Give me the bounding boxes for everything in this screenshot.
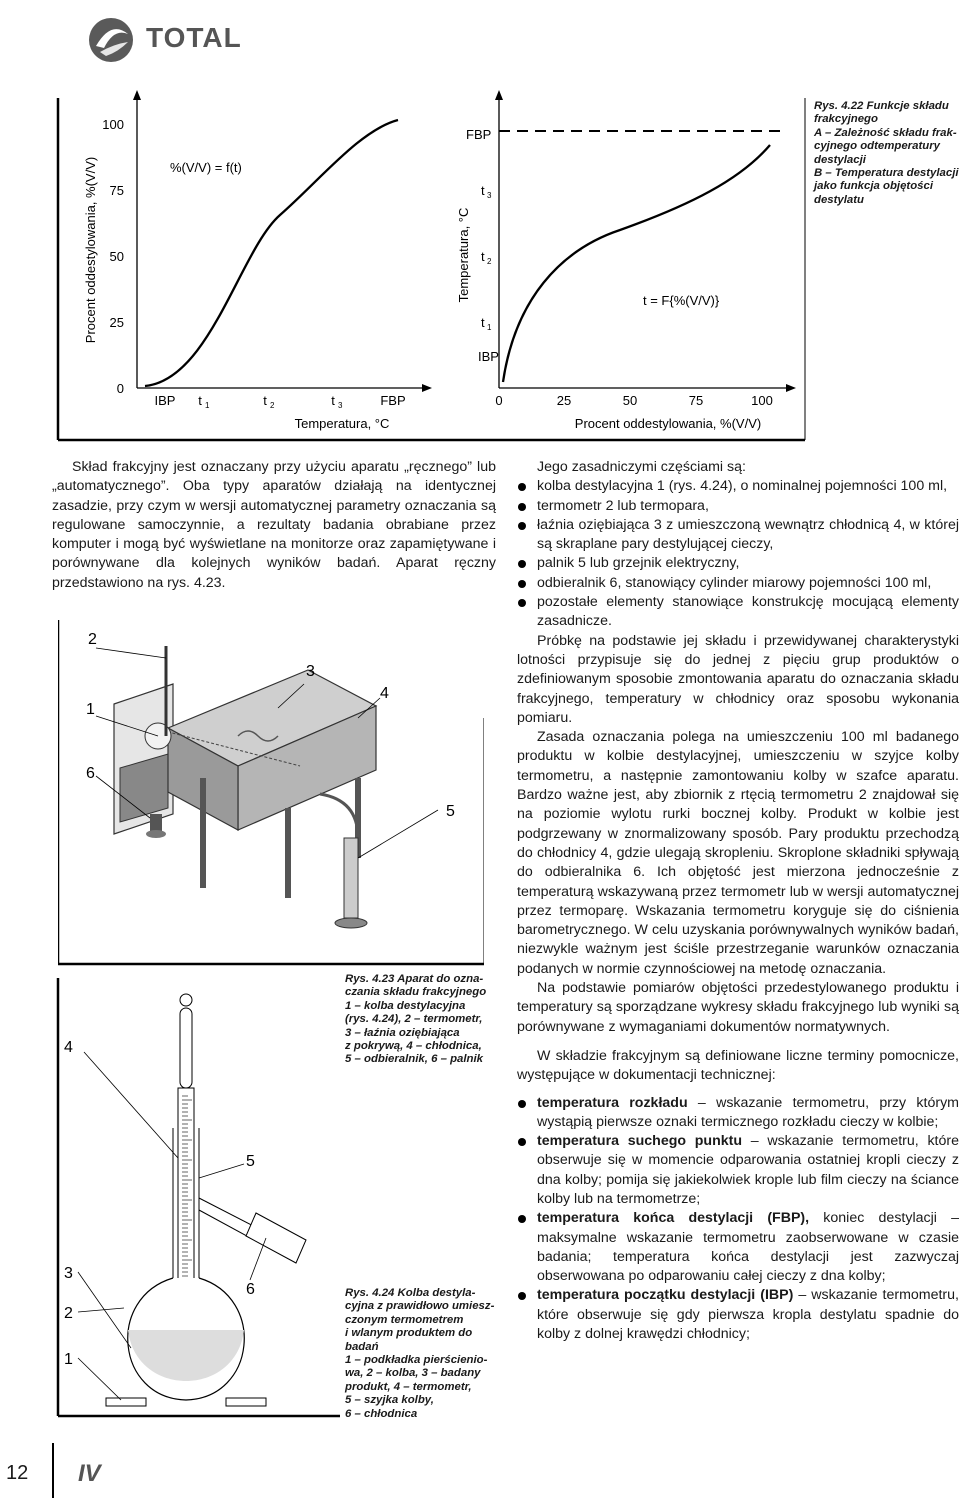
terms-list — [517, 1094, 959, 1345]
term-list-item — [517, 1132, 959, 1209]
caption-line: 5 – szyjka kolby, — [345, 1394, 434, 1407]
caption-line: 1 – podkładka pierścienio- — [345, 1354, 488, 1367]
page-number: 12 — [6, 1462, 29, 1484]
term-definition: koniec destylacji – maksymalne wskazanie termometru zaobserwowane w czasie badania; temperatura końca destylacji jest zazwyczaj obserwowana po odparowaniu całej cieczy z dna kolby; — [537, 1210, 959, 1285]
caption-line: destylacji — [814, 153, 866, 166]
chart-a-x-tick-subscript: 3 — [338, 401, 343, 410]
parts-intro: Jego zasadniczymi częściami są: — [537, 459, 746, 475]
term-list-item — [517, 1209, 959, 1286]
figure-4-23-callout-number: 6 — [86, 765, 95, 782]
figure-4-23-apparatus — [58, 618, 484, 968]
term-name: temperatura suchego punktu — [537, 1133, 743, 1150]
paragraph-sample-group: Próbkę na podstawie jej składu i przewidywanej charakterystyki lotności przypisuje się do jednej z pięciu grup produktów o zdefiniowanym sposobie zmontowania aparatu do oznaczania składu frakcyjnego, temperatury w chłodnicy oraz sposobu wykonania pomiaru. — [517, 632, 959, 726]
term-definition: – wskazanie termometru, które obserwuje się gdy pierwsza kropla destylatu spadnie do kolby z dolnej krawędzi chłodnicy; — [537, 1287, 959, 1343]
term-name: temperatura rozkładu — [537, 1094, 688, 1111]
chapter-mark: IV — [78, 1460, 101, 1487]
figure-4-22-caption — [814, 100, 960, 207]
chart-a-y-tick-label: 0 — [116, 381, 124, 396]
caption-line: jako funkcja objętości — [814, 180, 934, 193]
chart-b-curve — [503, 145, 770, 382]
chart-b-y-tick-subscript: 1 — [487, 323, 492, 332]
chart-a-formula: %(V/V) = f(t) — [170, 160, 242, 175]
caption-line: Rys. 4.22 Funkcje składu — [814, 100, 949, 112]
chart-a-y-axis-label: Procent oddestylowania, %(V/V) — [83, 156, 98, 344]
figure-4-24-callout-number: 4 — [64, 1039, 73, 1056]
chart-b-y-tick-label: t — [481, 183, 485, 198]
chart-a-x-tick-label: t — [331, 393, 335, 408]
figure-4-24-callout-number: 6 — [246, 1281, 255, 1298]
caption-line: (rys. 4.24), 2 – termometr, — [345, 1013, 483, 1026]
chart-b-y-tick-label: t — [481, 249, 485, 264]
figure-4-24-callout-number: 3 — [64, 1265, 73, 1282]
right-column — [517, 458, 959, 1344]
chart-b-y-tick-subscript: 2 — [487, 257, 492, 266]
caption-line: wa, 2 – kolba, 3 – badany — [345, 1367, 481, 1380]
figure-4-23-callout-number: 3 — [306, 663, 315, 680]
chart-b-x-axis-label: Procent oddestylowania, %(V/V) — [574, 416, 762, 431]
term-definition: – wskazanie termometru, przy którym wystąpią pierwsze oznaki termicznego rozkładu cieczy w kolbie; — [537, 1094, 959, 1130]
caption-line: cyjna z prawidłowo umiesz- — [345, 1300, 495, 1313]
chart-b-x-tick-label: 25 — [556, 393, 572, 408]
term-name: temperatura początku destylacji (IBP) — [537, 1287, 794, 1304]
caption-line: Rys. 4.23 Aparat do ozna- — [345, 973, 484, 985]
chart-a-x-tick-label: FBP — [380, 393, 406, 408]
parts-list-item: pozostałe elementy stanowiące konstrukcję mocującą elementy zasadnicze. — [517, 593, 959, 632]
figure-4-24-caption — [345, 1287, 495, 1421]
caption-line: A – Zależność składu frak- — [814, 126, 957, 139]
chart-a-x-axis-label: Temperatura, °C — [294, 416, 390, 431]
chart-b-x-tick-label: 0 — [495, 393, 503, 408]
caption-line: z pokrywą, 4 – chłodnica, — [345, 1040, 482, 1053]
caption-line: frakcyjnego — [814, 113, 878, 126]
caption-line: badań — [345, 1340, 379, 1353]
chart-a-x-tick-label: t — [263, 393, 267, 408]
figure-4-23-callout-number: 2 — [88, 631, 97, 648]
term-list-item — [517, 1094, 959, 1133]
figure-4-23-caption — [345, 973, 495, 1067]
figure-4-23-callout-number: 5 — [446, 803, 455, 820]
caption-line: czonym termometrem — [345, 1313, 464, 1326]
caption-line: i wlanym produktem do — [345, 1327, 473, 1340]
chart-b-y-tick-label: FBP — [466, 127, 492, 142]
caption-line: cyjnego odtemperatury — [814, 140, 940, 153]
parts-list-item: odbieralnik 6, stanowiący cylinder miarowy pojemności 100 ml, — [517, 574, 959, 593]
chart-b-y-tick-label: t — [481, 315, 485, 330]
figure-4-24-callout-number: 2 — [64, 1305, 73, 1322]
figure-4-23-callout-number: 4 — [380, 685, 389, 702]
paragraph-principle: Zasada oznaczania polega na umieszczeniu 100 ml badanego produktu w kolbie destylacyjnej, umieszczeniu w szyjce kolby termometru, a następnie zamontowaniu kolby w szafce aparatu. Bardzo ważne jest, aby zbiornik z rtęcią termometru 2 znajdował się na poziomie wylotu rurki bocznej kolby. Produkt w kolbie jest podgrzewany w znormalizowany sposób. Pary produktu przechodzą do chłodnicy 4, gdzie ulegają skropleniu. Skroplone składniki spływają do odbieralnika 6. Ich objętość jest mierzona jednocześnie z temperaturą wskazywaną przez termometr lub w wersji automatycznej przez termoparę. Wskazania termometru koryguje się do ciśnienia barometrycznego. W celu uzyskania porównywalnych wyników badań, niezwykle ważnym jest ściśle przestrzeganie warunków oznaczania podanych w normie czynnościowej na metodę oznaczania. — [517, 729, 959, 977]
chart-b-formula: t = F{%(V/V)} — [643, 293, 720, 308]
parts-list-item: palnik 5 lub grzejnik elektryczny, — [517, 554, 959, 573]
parts-list — [517, 477, 959, 631]
chart-a-y-tick-label: 100 — [102, 117, 124, 132]
figure-4-24-callout-number: 5 — [246, 1153, 255, 1170]
parts-list-item: łaźnia oziębiająca 3 z umieszczoną wewnątrz chłodnicą 4, w której są skraplane pary destylującej cieczy, — [517, 516, 959, 555]
caption-line: 5 – odbieralnik, 6 – palnik — [345, 1053, 484, 1066]
figure-4-23-callout-number: 1 — [86, 701, 95, 718]
chart-b-x-tick-label: 75 — [688, 393, 704, 408]
chart-b-y-axis-label: Temperatura, °C — [456, 207, 471, 303]
caption-line: B – Temperatura destylacji — [814, 167, 959, 180]
chart-b-x-tick-label: 100 — [751, 393, 773, 408]
chart-a-x-tick-subscript: 2 — [270, 401, 275, 410]
chart-b-y-tick-label: IBP — [478, 349, 499, 364]
caption-line: 3 – łaźnia oziębiająca — [345, 1026, 460, 1039]
chart-a-y-tick-label: 75 — [109, 183, 124, 198]
intro-paragraph-text: Skład frakcyjny jest oznaczany przy użyciu aparatu „ręcznego” lub „automatycznego”. Oba typy aparatów działają na identycznej zasadzie, przy czym w wersji automatycznej parametry oznaczania są regulowane samoczynnie, a rezultaty badania obrabiane przez komputer i mogą być wyświetlane na monitorze oraz zapamiętywane i porównywane dla kolejnych wyników badań. Aparat ręczny przedstawiono na rys. 4.23. — [52, 459, 496, 591]
paragraph-terms-intro: W składzie frakcyjnym są definiowane liczne terminy pomocnicze, występujące w dokumentacji technicznej: — [517, 1047, 959, 1084]
chart-b-y-tick-subscript: 3 — [487, 191, 492, 200]
intro-paragraph — [52, 458, 496, 593]
caption-line: 1 – kolba destylacyjna — [345, 999, 466, 1012]
chart-a-x-tick-label: t — [198, 393, 202, 408]
chart-a-y-tick-label: 25 — [109, 315, 124, 330]
figure-4-22-charts — [0, 0, 960, 445]
parts-list-item: kolba destylacyjna 1 (rys. 4.24), o nominalnej pojemności 100 ml, — [517, 477, 959, 496]
caption-line: Rys. 4.24 Kolba destyla- — [345, 1287, 476, 1299]
caption-line: destylatu — [814, 193, 865, 206]
chart-a-y-tick-label: 50 — [109, 249, 124, 264]
caption-line: 6 – chłodnica — [345, 1407, 418, 1420]
term-name: temperatura końca destylacji (FBP), — [537, 1210, 810, 1227]
paragraph-results: Na podstawie pomiarów objętości przedestylowanego produktu i temperatury są sporządzane wykresy składu frakcyjnego lub wyniki są porównywane z wymaganiami dokumentów normatywnych. — [517, 980, 959, 1035]
brand-name: TOTAL — [146, 22, 242, 53]
figure-4-24-flask — [56, 978, 340, 1418]
term-definition: – wskazanie termometru, które obserwuje się w momencie odparowania ostatniej kropli cieczy z dna kolby; pomija się jakiekolwiek krople lub film cieczy na ściance kolby lub na termometrze; — [537, 1133, 959, 1207]
caption-line: produkt, 4 – termometr, — [345, 1380, 472, 1393]
term-list-item — [517, 1286, 959, 1344]
parts-list-item: termometr 2 lub termopara, — [517, 497, 959, 516]
chart-a-x-tick-label: IBP — [154, 393, 176, 408]
chart-a-x-tick-subscript: 1 — [205, 401, 210, 410]
footer-divider — [52, 1443, 54, 1498]
figure-4-24-callout-number: 1 — [64, 1351, 73, 1368]
chart-b-x-tick-label: 50 — [622, 393, 638, 408]
caption-line: czania składu frakcyjnego — [345, 986, 487, 999]
